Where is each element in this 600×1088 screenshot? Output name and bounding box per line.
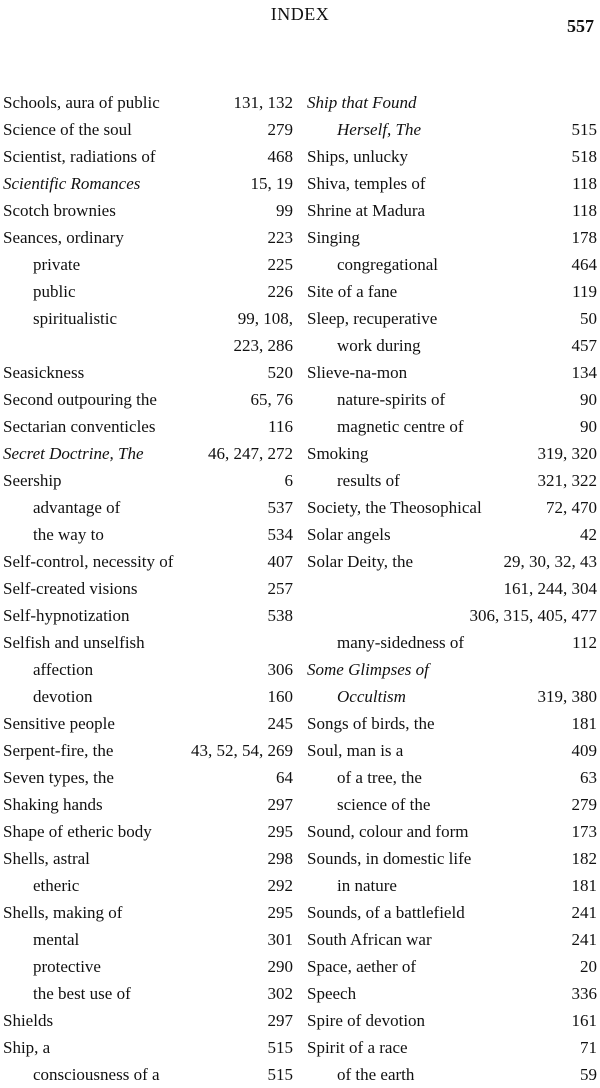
index-entry-pages: 160 — [267, 687, 293, 706]
index-entry-text: Science of the soul — [3, 120, 132, 139]
index-column-left — [3, 89, 293, 1088]
index-entry — [307, 818, 597, 845]
index-entry-pages: 306 — [267, 660, 293, 679]
index-entry — [307, 1034, 597, 1061]
index-entry-pages: 538 — [267, 606, 293, 625]
index-entry — [307, 116, 597, 143]
index-entry-pages: 182 — [571, 849, 597, 868]
index-entry-pages: 319, 320 — [537, 444, 597, 463]
index-entry — [307, 197, 597, 224]
index-entry-text: nature-spirits of — [337, 390, 446, 409]
index-entry — [307, 89, 597, 116]
index-entry-text: Scientist, radiations of — [3, 147, 156, 166]
index-entry-pages: 534 — [267, 525, 293, 544]
index-entry-text: in nature — [337, 876, 397, 895]
index-entry-pages: 295 — [267, 822, 293, 841]
index-entry — [3, 278, 293, 305]
index-entry-text: Sensitive people — [3, 714, 115, 733]
index-entry-pages: 29, 30, 32, 43 — [503, 552, 597, 571]
index-entry-pages: 297 — [267, 1011, 293, 1030]
index-entry — [307, 872, 597, 899]
index-entry — [3, 251, 293, 278]
index-entry-text: Self-control, necessity of — [3, 552, 174, 571]
index-entry-pages: 131, 132 — [233, 93, 293, 112]
index-entry-pages: 279 — [571, 795, 597, 814]
index-entry-pages: 515 — [267, 1038, 293, 1057]
index-entry-pages: 15, 19 — [250, 174, 293, 193]
index-entry-pages: 181 — [571, 714, 597, 733]
index-entry-text: Scientific Romances — [3, 174, 141, 193]
index-entry-pages: 46, 247, 272 — [208, 444, 293, 463]
index-entry-text: Sounds, in domestic life — [307, 849, 472, 868]
index-entry-text: Slieve-na-mon — [307, 363, 408, 382]
index-entry — [307, 170, 597, 197]
index-entry-pages: 65, 76 — [250, 390, 293, 409]
index-entry-text: Sleep, recuperative — [307, 309, 438, 328]
index-entry — [3, 980, 293, 1007]
index-entry-text: protective — [33, 957, 101, 976]
index-entry-text: Spirit of a race — [307, 1038, 408, 1057]
index-entry — [307, 791, 597, 818]
index-entry — [3, 1034, 293, 1061]
index-entry — [307, 926, 597, 953]
index-entry-pages: 225 — [267, 255, 293, 274]
index-entry-text: Sectarian conventicles — [3, 417, 156, 436]
index-entry-pages: 468 — [267, 147, 293, 166]
index-entry-pages: 302 — [267, 984, 293, 1003]
index-entry-pages: 43, 52, 54, 269 — [191, 741, 293, 760]
index-entry-pages: 59 — [580, 1065, 597, 1084]
index-entry-text: the best use of — [33, 984, 131, 1003]
index-entry-text: Sound, colour and form — [307, 822, 469, 841]
index-entry-text: Self-created visions — [3, 579, 138, 598]
index-entry — [3, 521, 293, 548]
index-entry-text: Sounds, of a battlefield — [307, 903, 465, 922]
index-entry-text: science of the — [337, 795, 431, 814]
index-entry-text: Shells, astral — [3, 849, 90, 868]
index-entry-text: Secret Doctrine, The — [3, 444, 144, 463]
index-entry-pages: 241 — [571, 903, 597, 922]
index-entry-pages: 457 — [571, 336, 597, 355]
index-entry-pages: 173 — [571, 822, 597, 841]
index-entry-pages: 112 — [572, 633, 597, 652]
index-entry-pages: 178 — [571, 228, 597, 247]
index-entry — [307, 332, 597, 359]
index-entry — [307, 683, 597, 710]
index-entry — [307, 359, 597, 386]
index-entry-text: Solar Deity, the — [307, 552, 414, 571]
index-entry-pages: 407 — [267, 552, 293, 571]
index-entry — [307, 305, 597, 332]
index-entry-pages: 90 — [580, 390, 597, 409]
index-entry — [3, 710, 293, 737]
page-number: 557 — [567, 16, 594, 36]
index-entry-text: spiritualistic — [33, 309, 118, 328]
index-entry — [3, 143, 293, 170]
index-entry-pages: 321, 322 — [537, 471, 597, 490]
index-entry-pages: 279 — [267, 120, 293, 139]
index-entry — [307, 953, 597, 980]
index-entry — [3, 170, 293, 197]
index-entry-text: affection — [33, 660, 94, 679]
index-entry — [307, 251, 597, 278]
index-entry — [307, 575, 597, 602]
index-entry-text: Society, the Theosophical — [307, 498, 482, 517]
index-entry-pages: 520 — [267, 363, 293, 382]
index-entry-text: etheric — [33, 876, 80, 895]
index-entry-text: work during — [337, 336, 421, 355]
index-entry-text: Soul, man is a — [307, 741, 404, 760]
index-entry-text: private — [33, 255, 81, 274]
index-entry-pages: 181 — [571, 876, 597, 895]
index-entry-text: advantage of — [33, 498, 121, 517]
index-entry-text: Second outpouring the — [3, 390, 157, 409]
index-entry-text: Smoking — [307, 444, 369, 463]
index-entry — [307, 764, 597, 791]
index-entry-pages: 71 — [580, 1038, 597, 1057]
index-entry-text: Ship that Found — [307, 93, 417, 112]
index-entry — [3, 548, 293, 575]
index-entry — [307, 467, 597, 494]
index-entry-text: South African war — [307, 930, 432, 949]
index-entry-pages: 223 — [267, 228, 293, 247]
index-entry-pages: 223, 286 — [233, 336, 293, 355]
index-entry — [3, 494, 293, 521]
index-entry — [3, 467, 293, 494]
index-entry-pages: 72, 470 — [546, 498, 597, 517]
index-entry-text: public — [33, 282, 76, 301]
index-entry-text: congregational — [337, 255, 439, 274]
index-entry-text: Shields — [3, 1011, 54, 1030]
index-entry-text: Site of a fane — [307, 282, 398, 301]
index-entry — [3, 89, 293, 116]
index-entry-text: Occultism — [337, 687, 406, 706]
index-entry-text: Some Glimpses of — [307, 660, 429, 679]
index-entry-text: Serpent-fire, the — [3, 741, 114, 760]
index-entry — [307, 1061, 597, 1088]
index-entry — [307, 845, 597, 872]
index-entry-pages: 298 — [267, 849, 293, 868]
index-entry — [3, 872, 293, 899]
index-entry-text: Shiva, temples of — [307, 174, 426, 193]
index-entry — [3, 305, 293, 332]
index-entry-text: Herself, The — [337, 120, 422, 139]
index-entry — [3, 656, 293, 683]
index-entry-text: consciousness of a — [33, 1065, 160, 1084]
index-entry-text: Ships, unlucky — [307, 147, 409, 166]
index-entry-text: Space, aether of — [307, 957, 417, 976]
index-entry-pages: 301 — [267, 930, 293, 949]
index-entry-pages: 6 — [284, 471, 293, 490]
index-entry — [307, 899, 597, 926]
index-entry — [3, 413, 293, 440]
index-entry-text: Selfish and unselfish — [3, 633, 145, 652]
index-entry — [307, 548, 597, 575]
index-entry — [307, 386, 597, 413]
index-entry — [3, 602, 293, 629]
index-entry-pages: 297 — [267, 795, 293, 814]
index-entry-text: Seven types, the — [3, 768, 114, 787]
index-entry — [307, 521, 597, 548]
index-entry-pages: 63 — [580, 768, 597, 787]
index-entry-pages: 99 — [276, 201, 293, 220]
index-entry-pages: 290 — [267, 957, 293, 976]
index-entry — [3, 359, 293, 386]
index-entry-text: devotion — [33, 687, 93, 706]
index-column-right — [307, 89, 597, 1088]
index-entry — [3, 737, 293, 764]
index-entry — [3, 899, 293, 926]
index-entry-pages: 118 — [572, 174, 597, 193]
index-entry-text: Songs of birds, the — [307, 714, 435, 733]
index-entry — [307, 413, 597, 440]
index-entry-text: Spire of devotion — [307, 1011, 426, 1030]
index-entry — [307, 440, 597, 467]
index-entry-text: mental — [33, 930, 80, 949]
index-entry — [3, 1061, 293, 1088]
index-entry-text: Seership — [3, 471, 62, 490]
index-entry — [3, 818, 293, 845]
index-entry-pages: 306, 315, 405, 477 — [469, 606, 597, 625]
index-entry-pages: 42 — [580, 525, 597, 544]
index-entry-pages: 257 — [267, 579, 293, 598]
index-entry-pages: 464 — [571, 255, 597, 274]
index-entry-pages: 116 — [268, 417, 293, 436]
index-entry-pages: 118 — [572, 201, 597, 220]
index-entry-text: the way to — [33, 525, 104, 544]
index-entry-pages: 518 — [571, 147, 597, 166]
index-entry-pages: 241 — [571, 930, 597, 949]
index-entry — [3, 197, 293, 224]
index-entry — [307, 737, 597, 764]
index-entry — [307, 494, 597, 521]
index-entry-text: Singing — [307, 228, 360, 247]
index-entry-pages: 90 — [580, 417, 597, 436]
index-entry-text: many-sidedness of — [337, 633, 465, 652]
index-entry-pages: 409 — [571, 741, 597, 760]
index-entry — [3, 116, 293, 143]
index-entry — [3, 764, 293, 791]
index-entry-text: Schools, aura of public — [3, 93, 160, 112]
index-entry-text: Scotch brownies — [3, 201, 116, 220]
index-entry-pages: 119 — [572, 282, 597, 301]
index-entry-text: results of — [337, 471, 400, 490]
page-title: INDEX — [270, 4, 330, 24]
index-entry — [3, 791, 293, 818]
index-entry — [3, 386, 293, 413]
index-entry — [307, 224, 597, 251]
index-entry — [307, 1007, 597, 1034]
index-entry-pages: 64 — [276, 768, 293, 787]
index-entry-text: Shaking hands — [3, 795, 103, 814]
index-entry — [307, 143, 597, 170]
index-entry-pages: 245 — [267, 714, 293, 733]
index-entry-pages: 295 — [267, 903, 293, 922]
index-entry-text: Seances, ordinary — [3, 228, 124, 247]
index-entry-text: Shrine at Madura — [307, 201, 426, 220]
index-entry-text: Shells, making of — [3, 903, 123, 922]
index-entry-pages: 336 — [571, 984, 597, 1003]
index-entry — [3, 629, 293, 656]
index-entry — [307, 980, 597, 1007]
index-entry — [3, 1007, 293, 1034]
index-entry-pages: 20 — [580, 957, 597, 976]
index-entry-text: of a tree, the — [337, 768, 422, 787]
index-entry — [3, 332, 293, 359]
index-entry — [3, 926, 293, 953]
index-entry — [307, 602, 597, 629]
index-entry — [307, 278, 597, 305]
index-entry — [3, 683, 293, 710]
index-entry — [307, 656, 597, 683]
index-entry-pages: 319, 380 — [537, 687, 597, 706]
index-entry-text: Speech — [307, 984, 357, 1003]
index-entry-pages: 515 — [571, 120, 597, 139]
index-entry-pages: 161 — [571, 1011, 597, 1030]
index-entry-text: Solar angels — [307, 525, 391, 544]
index-entry — [3, 953, 293, 980]
index-entry-text: Self-hypnotization — [3, 606, 130, 625]
index-entry-pages: 134 — [571, 363, 597, 382]
index-entry-pages: 515 — [267, 1065, 293, 1084]
index-entry-text: Shape of etheric body — [3, 822, 152, 841]
index-entry — [307, 629, 597, 656]
index-entry-pages: 161, 244, 304 — [503, 579, 597, 598]
index-entry — [3, 224, 293, 251]
index-entry-pages: 226 — [267, 282, 293, 301]
index-entry — [3, 440, 293, 467]
index-entry — [307, 710, 597, 737]
index-entry-pages: 292 — [267, 876, 293, 895]
index-entry-text: of the earth — [337, 1065, 415, 1084]
index-entry-pages: 50 — [580, 309, 597, 328]
index-entry-pages: 99, 108, — [237, 309, 293, 328]
index-entry-text: magnetic centre of — [337, 417, 464, 436]
index-entry-text: Seasickness — [3, 363, 85, 382]
index-entry-text: Ship, a — [3, 1038, 51, 1057]
index-entry — [3, 845, 293, 872]
index-entry — [3, 575, 293, 602]
index-entry-pages: 537 — [267, 498, 293, 517]
